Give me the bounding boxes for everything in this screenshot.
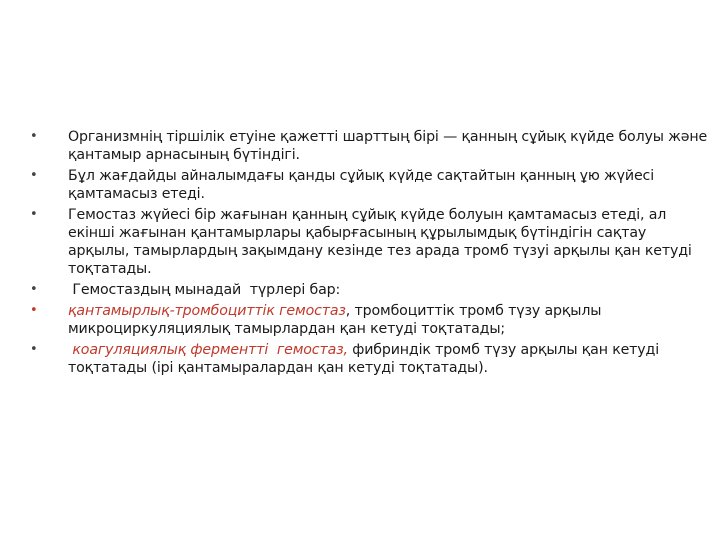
bullet-marker: • (30, 129, 38, 144)
bullet-marker: • (30, 282, 38, 297)
bullet-item-4 (30, 281, 710, 299)
bullet-item-5 (30, 302, 710, 338)
bullet-marker: • (30, 207, 38, 222)
bullet-item-3 (30, 206, 710, 278)
bullet-text: Организмнің тіршілік етуіне қажетті шарттың бірі — қанның сұйық күйде болуы және қантамыр арнасының бүтіндігі. (68, 129, 708, 163)
bullet-marker: • (30, 168, 38, 183)
bullet-text: Бұл жағдайды айналымдағы қанды сұйық күйде сақтайтын қанның ұю жүйесі қамтамасыз етеді. (68, 168, 655, 202)
emphasis-term: коагуляциялық ферментті гемостаз, (68, 342, 353, 358)
bullet-item-6 (30, 341, 710, 377)
emphasis-term: қантамырлық-тромбоциттік гемостаз (68, 303, 346, 319)
bullet-list (30, 128, 710, 380)
bullet-marker: • (30, 342, 38, 357)
bullet-text: Гемостаз жүйесі бір жағынан қанның сұйық күйде болуын қамтамасыз етеді, ал екінші жағынан қантамырлары қабырғасының құрылымдық бүтіндігін сақтау арқылы, тамырлардың зақымдану кезінде тез арада тромб түзуі арқылы қан кетуді тоқтатады. (68, 207, 692, 277)
bullet-text: Гемостаздың мынадай түрлері бар: (68, 282, 341, 298)
bullet-item-1 (30, 128, 710, 164)
bullet-text: , тромбоциттік тромб түзу арқылы микроциркуляциялық тамырлардан қан кетуді тоқтатады; (68, 303, 602, 337)
bullet-text: фибриндік тромб түзу арқылы қан кетуді тоқтатады (ірі қантамыралардан қан кетуді тоқтатады). (68, 342, 659, 376)
bullet-item-2 (30, 167, 710, 203)
bullet-marker: • (30, 303, 38, 318)
